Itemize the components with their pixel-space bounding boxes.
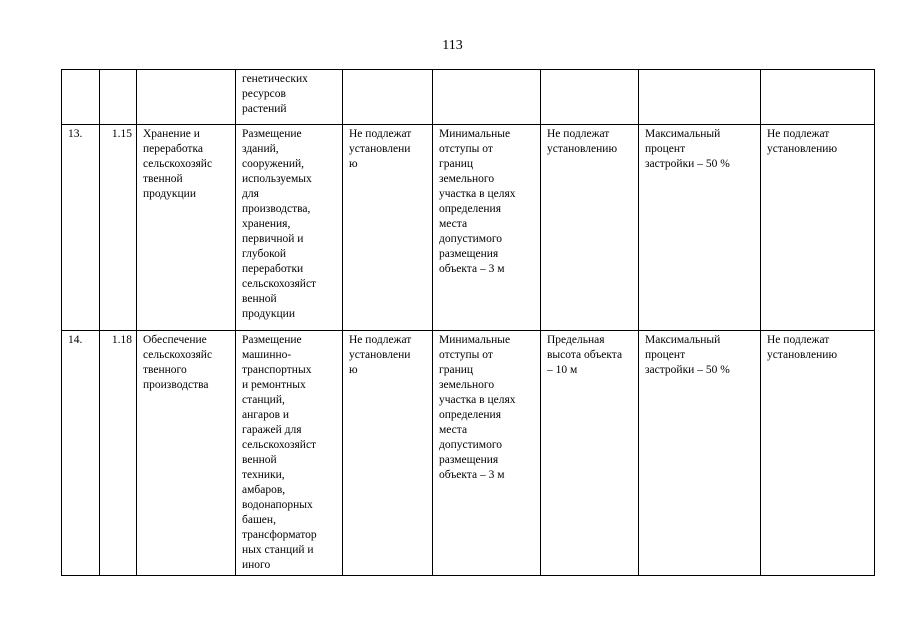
table-row (62, 70, 875, 125)
row-number-cell (62, 70, 100, 125)
row-col9-cell (761, 70, 875, 125)
row-code-cell: 1.18 (100, 331, 137, 576)
row-col7-cell (541, 70, 639, 125)
table-row (62, 125, 875, 331)
row-number-cell: 14. (62, 331, 100, 576)
row-col7-cell: Не подлежат установлению (541, 125, 639, 331)
row-col5-cell (343, 70, 433, 125)
row-col7-cell: Предельная высота объекта – 10 м (541, 331, 639, 576)
row-name-cell: Обеспечение сельскохозяйс твенного производства (137, 331, 236, 576)
page-number: 113 (442, 38, 463, 53)
table-row (62, 331, 875, 576)
zoning-regulations-table (61, 69, 875, 576)
row-col8-cell (639, 70, 761, 125)
row-name-cell: Хранение и переработка сельскохозяйс твенной продукции (137, 125, 236, 331)
row-description-cell: Размещение машинно- транспортных и ремонтных станций, ангаров и гаражей для сельскохозяйст венной техники, амбаров, водонапорных башен, трансформатор ных станций и иного (236, 331, 343, 576)
row-description-cell: генетических ресурсов растений (236, 70, 343, 125)
row-col6-cell (433, 70, 541, 125)
row-col9-cell: Не подлежат установлению (761, 331, 875, 576)
row-col5-cell: Не подлежат установлени ю (343, 331, 433, 576)
row-col8-cell: Максимальный процент застройки – 50 % (639, 125, 761, 331)
row-col6-cell: Минимальные отступы от границ земельного участка в целях определения места допустимого размещения объекта – 3 м (433, 125, 541, 331)
row-code-cell (100, 70, 137, 125)
row-col9-cell: Не подлежат установлению (761, 125, 875, 331)
row-name-cell (137, 70, 236, 125)
row-col8-cell: Максимальный процент застройки – 50 % (639, 331, 761, 576)
row-description-cell: Размещение зданий, сооружений, используемых для производства, хранения, первичной и глубокой переработки сельскохозяйст венной продукции (236, 125, 343, 331)
row-code-cell: 1.15 (100, 125, 137, 331)
row-col6-cell: Минимальные отступы от границ земельного участка в целях определения места допустимого размещения объекта – 3 м (433, 331, 541, 576)
row-number-cell: 13. (62, 125, 100, 331)
row-col5-cell: Не подлежат установлени ю (343, 125, 433, 331)
